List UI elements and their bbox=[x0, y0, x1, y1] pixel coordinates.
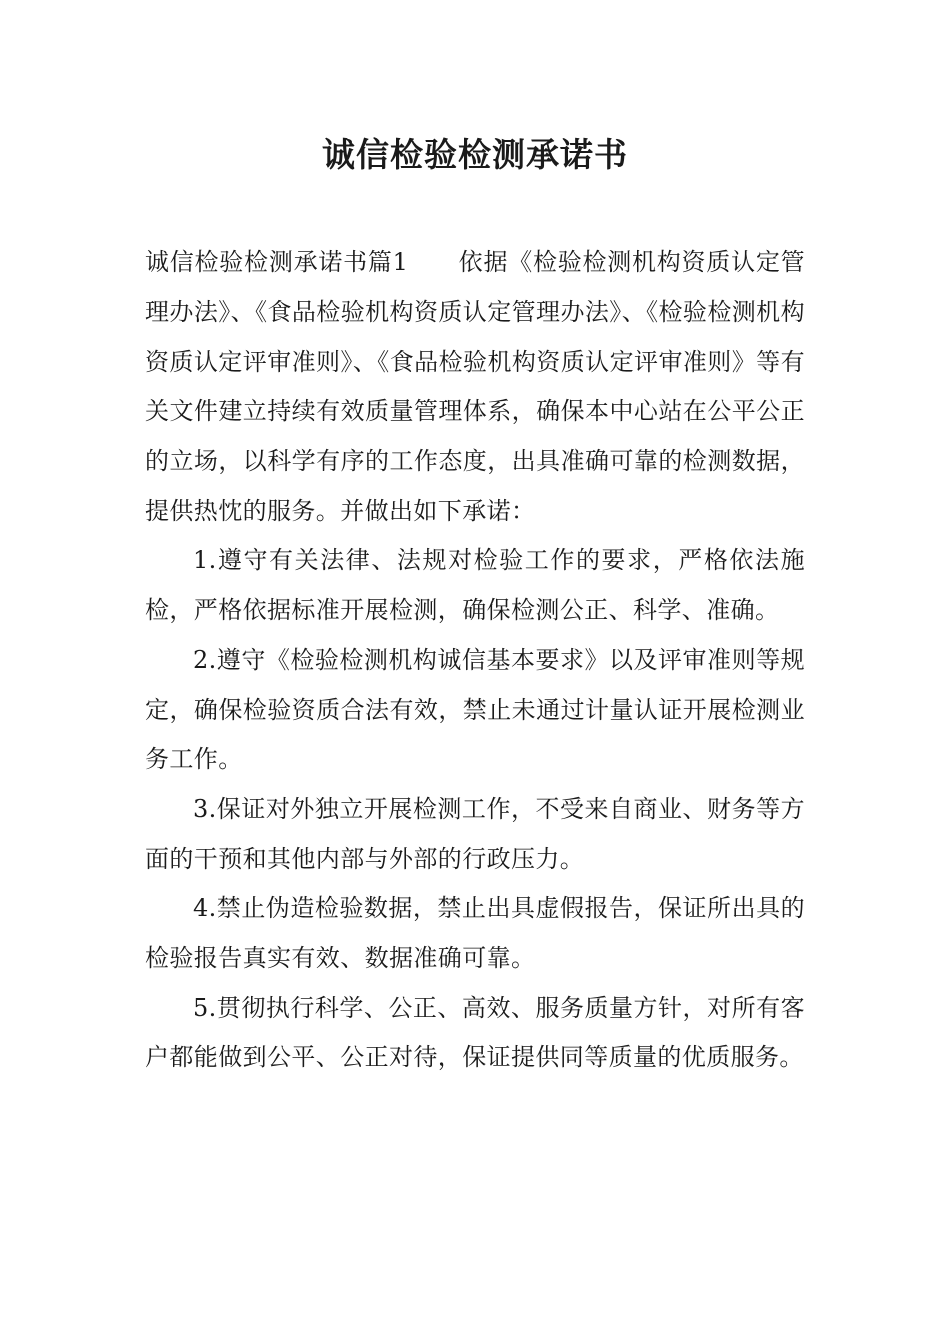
intro-paragraph bbox=[145, 238, 805, 536]
intro-text: 依据《检验检测机构资质认定管理办法》、《食品检验机构资质认定管理办法》、《检验检测机构资质认定评审准则》、《食品检验机构资质认定评审准则》等有关文件建立持续有效质量管理体系，确保本中心站在公平公正的立场，以科学有序的工作态度，出具准确可靠的检测数据，提供热忱的服务。并做出如下承诺： bbox=[145, 248, 805, 525]
commitment-item-2: 2.遵守《检验检测机构诚信基本要求》以及评审准则等规定，确保检验资质合法有效，禁止未通过计量认证开展检测业务工作。 bbox=[145, 645, 805, 774]
commitment-item-4: 4.禁止伪造检验数据，禁止出具虚假报告，保证所出具的检验报告真实有效、数据准确可靠。 bbox=[145, 894, 805, 973]
commitment-item-3: 3.保证对外独立开展检测工作，不受来自商业、财务等方面的干预和其他内部与外部的行政压力。 bbox=[145, 794, 805, 873]
commitment-item-5: 5.贯彻执行科学、公正、高效、服务质量方针，对所有客户都能做到公平、公正对待，保证提供同等质量的优质服务。 bbox=[145, 993, 805, 1072]
commitment-item-1: 1.遵守有关法律、法规对检验工作的要求，严格依法施检，严格依据标准开展检测，确保检测公正、科学、准确。 bbox=[145, 546, 805, 625]
intro-heading: 诚信检验检测承诺书篇1 bbox=[145, 248, 409, 277]
document-title: 诚信检验检测承诺书 bbox=[322, 135, 628, 174]
document-body bbox=[145, 238, 805, 1083]
